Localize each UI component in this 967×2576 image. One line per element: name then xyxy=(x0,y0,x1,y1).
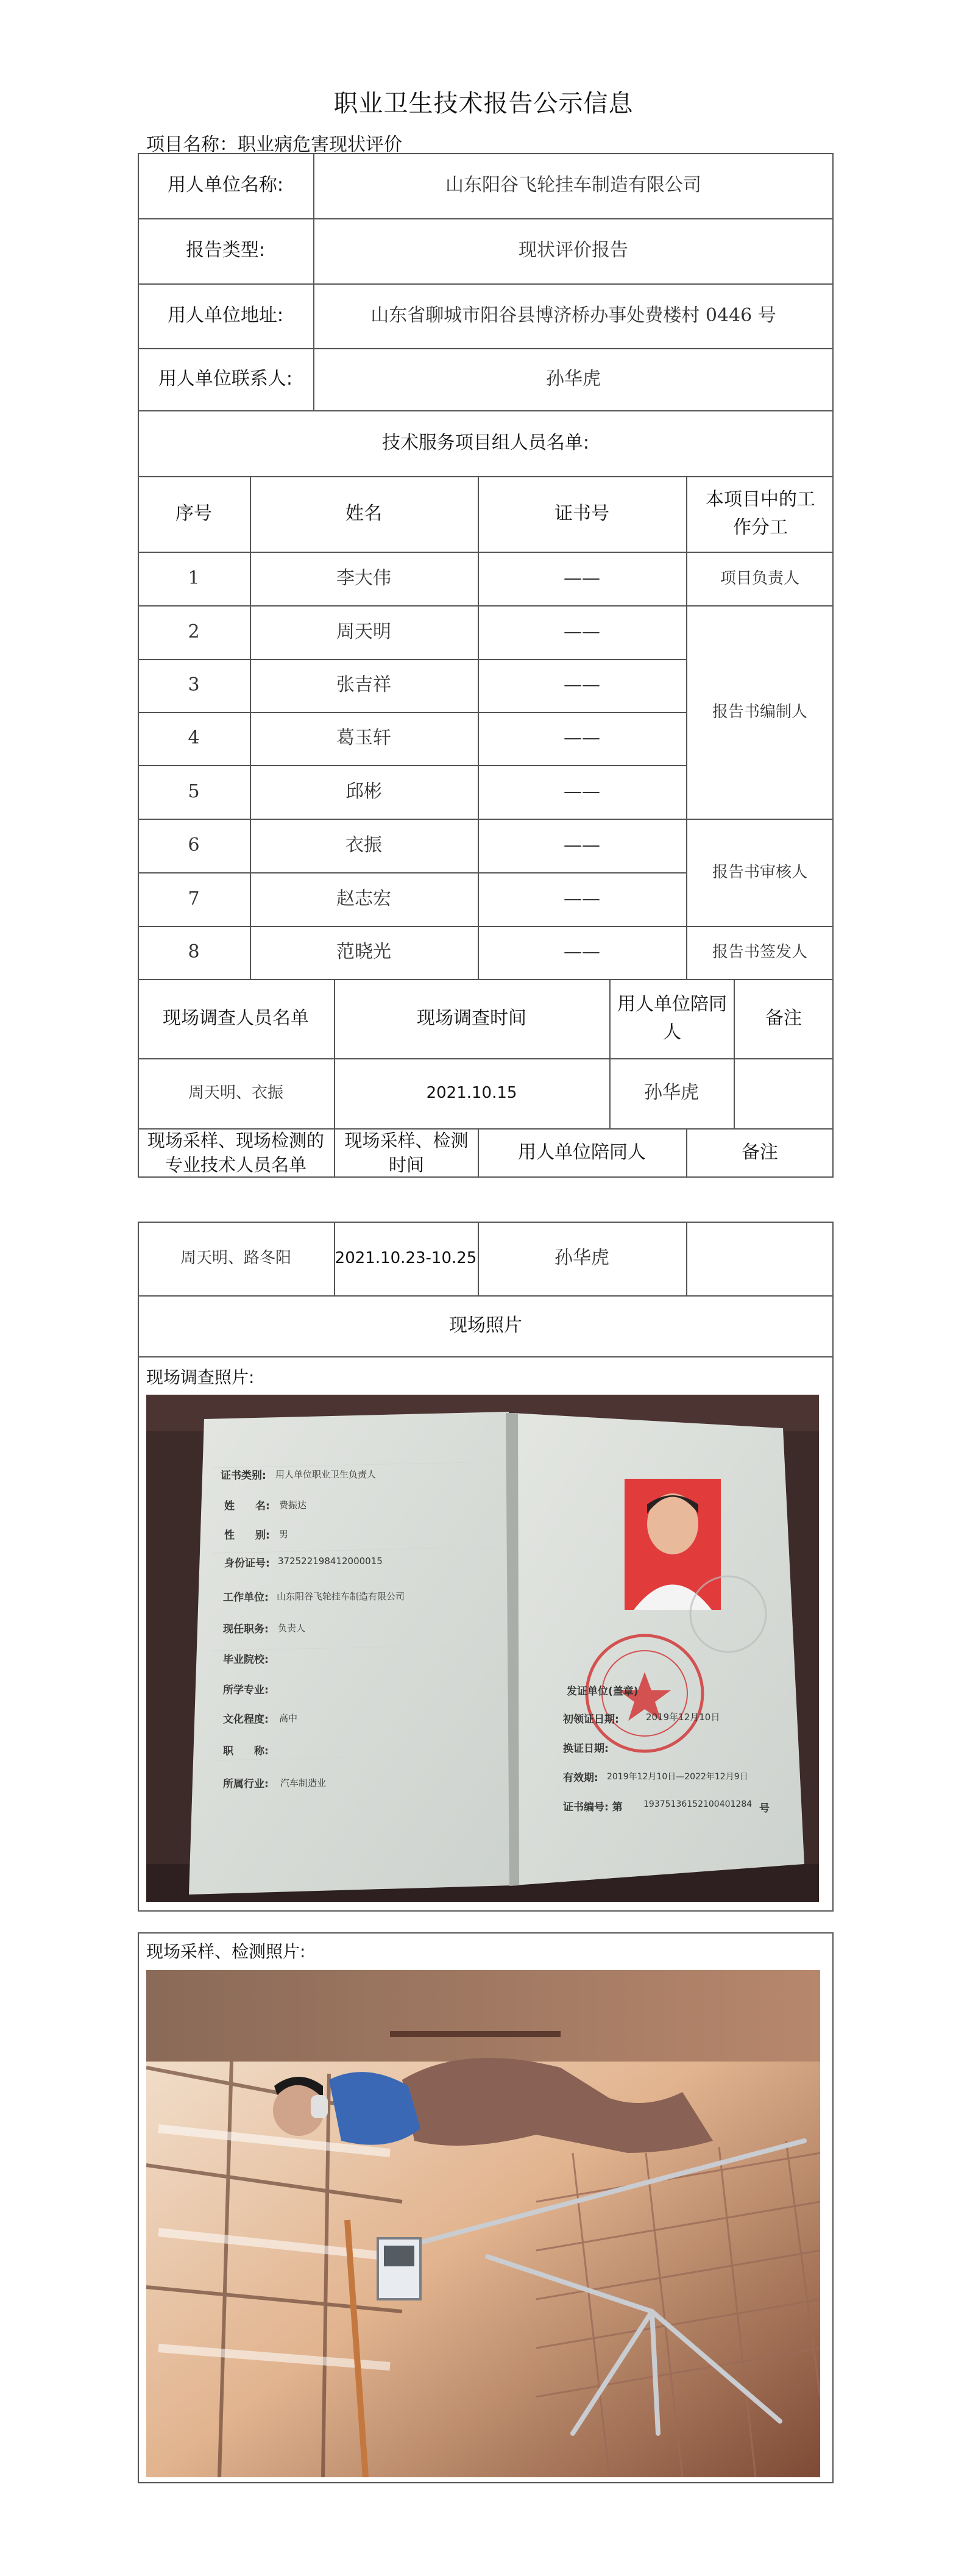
role-report-signer: 报告书签发人 xyxy=(712,943,807,962)
col-cert: 证书号 xyxy=(554,502,609,524)
cert-id-no: 372522198412000015 xyxy=(278,1556,383,1567)
table-row-name: 周天明 xyxy=(336,621,391,642)
table-row-no: 1 xyxy=(188,567,200,589)
survey-photo xyxy=(146,1395,819,1902)
table-row-no: 4 xyxy=(188,727,200,749)
table-row-no: 3 xyxy=(188,674,200,696)
sampling-photo-svg xyxy=(146,1970,820,2477)
sampling-col-staff: 现场采样、现场检测的专业技术人员名单 xyxy=(147,1130,324,1175)
table-row-no: 2 xyxy=(188,621,200,642)
sampling-col-note: 备注 xyxy=(742,1142,778,1164)
cert-workplace-label: 工作单位: xyxy=(223,1592,269,1604)
table-row-name: 衣振 xyxy=(345,834,382,856)
sampling-time: 2021.10.23-10.25 xyxy=(335,1249,477,1268)
page-title: 职业卫生技术报告公示信息 xyxy=(333,90,634,118)
survey-col-time: 现场调查时间 xyxy=(417,1007,526,1029)
cert-gender-label: 性 别: xyxy=(224,1529,270,1542)
survey-col-staff: 现场调查人员名单 xyxy=(163,1007,309,1029)
cert-type-label: 证书类别: xyxy=(221,1470,266,1482)
survey-col-note: 备注 xyxy=(765,1007,802,1029)
sampling-staff: 周天明、路冬阳 xyxy=(180,1249,291,1268)
col-no: 序号 xyxy=(175,502,212,524)
table-row-name: 张吉祥 xyxy=(336,674,391,696)
role-report-writer: 报告书编制人 xyxy=(712,702,807,721)
table-row-no: 8 xyxy=(188,941,200,963)
cert-education-label: 文化程度: xyxy=(223,1713,269,1726)
report-type-label: 报告类型: xyxy=(185,240,266,262)
table-row-name: 葛玉轩 xyxy=(336,727,391,749)
cert-no: 19375136152100401284 xyxy=(643,1799,753,1809)
cert-name-label: 姓 名: xyxy=(224,1500,270,1512)
report-type-value: 现状评价报告 xyxy=(519,240,628,262)
cert-industry-label: 所属行业: xyxy=(223,1778,269,1790)
cert-title-label: 职 称: xyxy=(223,1745,269,1757)
table-row-cert: —— xyxy=(564,780,600,802)
cert-id-label: 身份证号: xyxy=(224,1557,270,1570)
table-row-cert: —— xyxy=(564,888,600,909)
table-row-cert: —— xyxy=(564,621,600,642)
survey-col-escort: 用人单位陪同人 xyxy=(617,993,727,1043)
cert-gender: 男 xyxy=(279,1529,289,1540)
sampling-photo xyxy=(146,1970,820,2477)
cert-industry: 汽车制造业 xyxy=(280,1777,327,1788)
table-row-no: 5 xyxy=(188,780,200,802)
unit-name-value: 山东阳谷飞轮挂车制造有限公司 xyxy=(445,174,701,196)
col-role: 本项目中的工作分工 xyxy=(706,488,815,538)
cert-first-date: 2019年12月10日 xyxy=(646,1712,720,1723)
photos-heading: 现场照片 xyxy=(449,1314,522,1336)
cert-education: 高中 xyxy=(279,1713,298,1724)
table-row-cert: —— xyxy=(564,727,600,749)
cert-position-label: 现任职务: xyxy=(223,1623,269,1635)
table-row-name: 范晓光 xyxy=(336,941,391,963)
team-heading: 技术服务项目组人员名单: xyxy=(381,432,590,454)
table-row-name: 赵志宏 xyxy=(336,888,391,909)
table-row-cert: —— xyxy=(564,674,600,696)
cert-no-suffix: 号 xyxy=(759,1802,770,1815)
table-row-no: 6 xyxy=(188,834,200,856)
cert-no-label: 证书编号: 第 xyxy=(563,1801,623,1813)
table-row-name: 李大伟 xyxy=(336,567,391,589)
cert-position: 负责人 xyxy=(278,1623,306,1634)
unit-name-label: 用人单位名称: xyxy=(167,174,284,196)
role-report-reviewer: 报告书审核人 xyxy=(712,863,807,881)
cert-type: 用人单位职业卫生负责人 xyxy=(275,1469,377,1480)
cert-valid: 2019年12月10日—2022年12月9日 xyxy=(607,1772,748,1782)
cert-first-date-label: 初领证日期: xyxy=(563,1713,619,1726)
cert-renew-label: 换证日期: xyxy=(563,1743,609,1755)
col-name: 姓名 xyxy=(345,502,382,524)
cert-school-label: 毕业院校: xyxy=(223,1654,269,1666)
cert-name: 费振达 xyxy=(279,1500,307,1510)
address-label: 用人单位地址: xyxy=(167,304,284,326)
table-row-cert: —— xyxy=(564,834,600,856)
survey-note xyxy=(734,1058,834,1128)
survey-escort: 孙华虎 xyxy=(644,1082,699,1104)
survey-time: 2021.10.15 xyxy=(426,1084,517,1103)
table-row-cert: —— xyxy=(564,567,600,589)
project-name: 项目名称：职业病危害现状评价 xyxy=(146,134,402,155)
address-value: 山东省聊城市阳谷县博济桥办事处费楼村 0446 号 xyxy=(370,304,776,326)
table-row-name: 邱彬 xyxy=(345,780,382,802)
sampling-note xyxy=(686,1222,834,1295)
sampling-escort: 孙华虎 xyxy=(554,1247,609,1269)
cert-valid-label: 有效期: xyxy=(563,1772,598,1784)
sampling-col-time: 现场采样、检测时间 xyxy=(344,1130,469,1175)
table-row-no: 7 xyxy=(188,888,200,909)
contact-value: 孙华虎 xyxy=(546,368,601,390)
survey-photo-label: 现场调查照片: xyxy=(146,1367,255,1387)
survey-staff: 周天明、衣振 xyxy=(188,1084,283,1103)
cert-issuer-label: 发证单位(盖章) xyxy=(567,1685,639,1698)
role-project-lead: 项目负责人 xyxy=(720,569,799,588)
cert-major-label: 所学专业: xyxy=(223,1684,269,1696)
sampling-col-escort: 用人单位陪同人 xyxy=(518,1142,646,1164)
table-row-cert: —— xyxy=(564,941,600,963)
cert-workplace: 山东阳谷飞轮挂车制造有限公司 xyxy=(277,1591,405,1602)
sampling-photo-label: 现场采样、检测照片: xyxy=(146,1941,306,1962)
contact-label: 用人单位联系人: xyxy=(158,368,293,390)
